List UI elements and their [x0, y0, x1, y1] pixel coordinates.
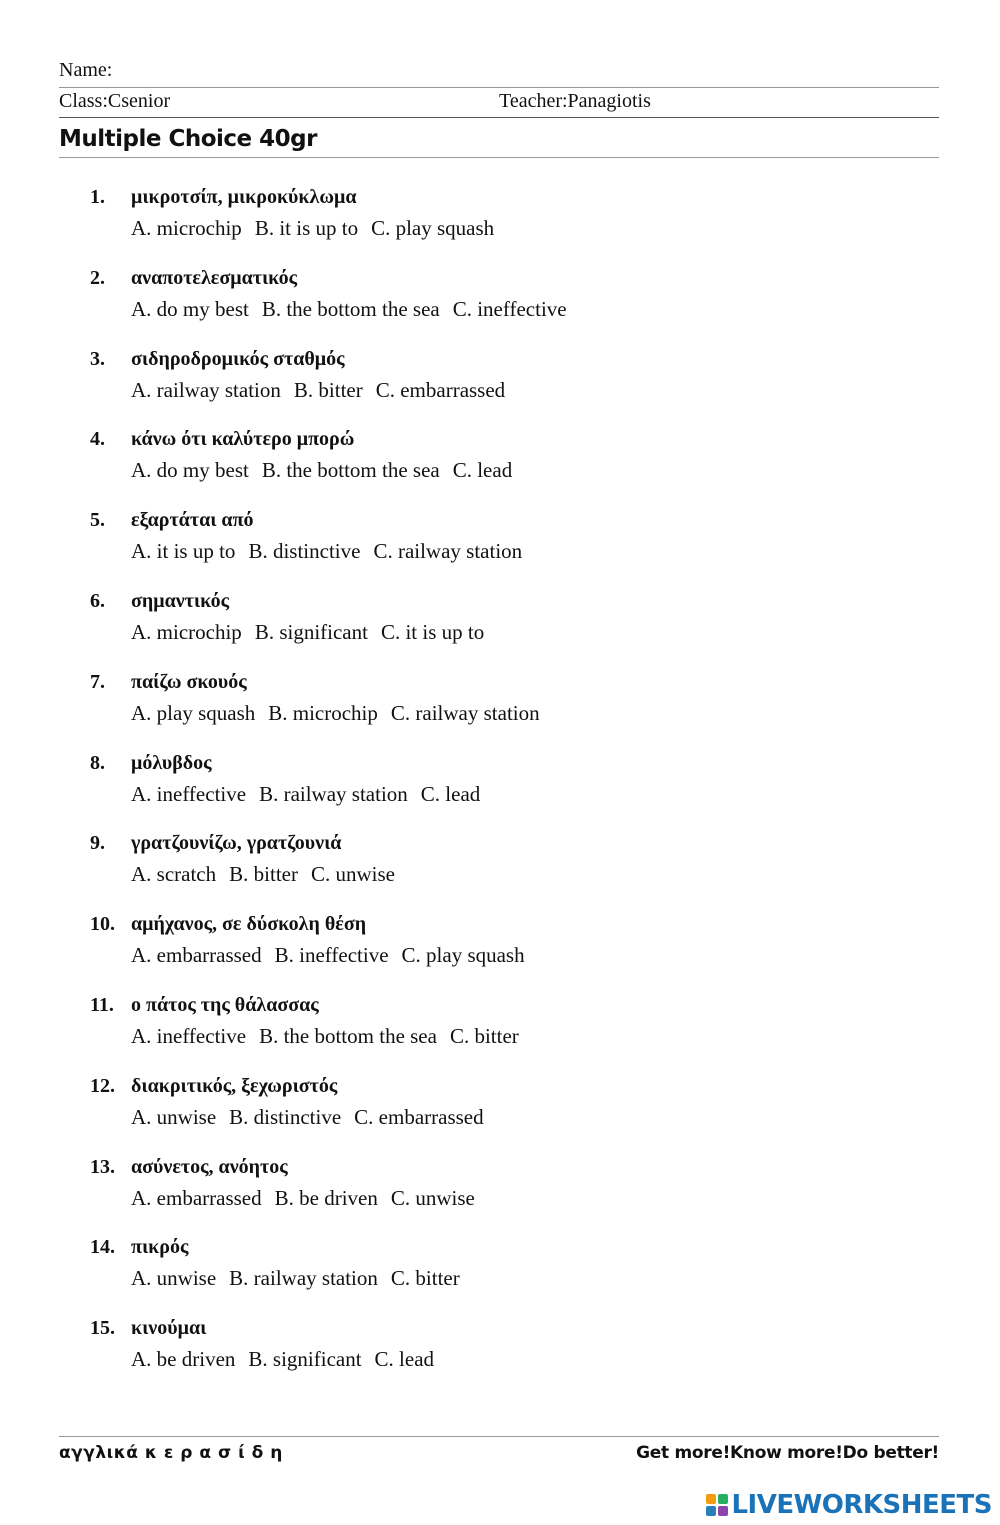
answer-options: [131, 1022, 532, 1050]
footer-divider: [59, 1436, 939, 1437]
answer-option[interactable]: A. be driven: [131, 1347, 236, 1372]
question-number: 1.: [90, 186, 105, 208]
logo-square: [706, 1506, 716, 1516]
question-text: κινούμαι: [131, 1317, 207, 1340]
liveworksheets-logo-icon: [706, 1494, 728, 1516]
question-text: πικρός: [131, 1236, 189, 1259]
question-item: [0, 1314, 1000, 1395]
answer-option[interactable]: C. lead: [374, 1347, 435, 1372]
answer-option[interactable]: A. do my best: [131, 296, 249, 321]
answer-option[interactable]: B. ineffective: [274, 943, 389, 968]
answer-option[interactable]: C. bitter: [449, 1023, 519, 1048]
answer-option[interactable]: B. railway station: [229, 1266, 378, 1291]
answer-option[interactable]: C. unwise: [390, 1185, 475, 1210]
question-number: 2.: [90, 266, 105, 289]
footer-author: αγγλικά κ ε ρ α σ ί δ η: [59, 1443, 283, 1463]
logo-square: [706, 1494, 716, 1504]
answer-option[interactable]: B. distinctive: [248, 539, 361, 564]
answer-options: [131, 941, 538, 969]
question-item: [0, 668, 1000, 749]
name-row: [59, 58, 939, 88]
answer-options: [131, 780, 493, 808]
question-item: [0, 1233, 1000, 1314]
answer-options: [131, 1345, 447, 1373]
question-number: 13.: [90, 1155, 115, 1178]
question-text: μικροτσίπ, μικροκύκλωμα: [131, 186, 357, 208]
answer-option[interactable]: B. the bottom the sea: [261, 458, 440, 483]
question-text: σιδηροδρομικός σταθμός: [131, 347, 345, 370]
worksheet-title: Multiple Choice 40gr: [59, 122, 939, 158]
question-number: 7.: [90, 670, 105, 693]
answer-options: [131, 376, 518, 404]
question-item: [0, 264, 1000, 345]
answer-option[interactable]: A. do my best: [131, 458, 249, 483]
answer-option[interactable]: B. it is up to: [254, 216, 359, 240]
question-number: 9.: [90, 832, 105, 855]
answer-option[interactable]: A. ineffective: [131, 781, 247, 806]
teacher-label: Teacher:Panagiotis: [499, 90, 651, 112]
question-text: διακριτικός, ξεχωριστός: [131, 1074, 338, 1097]
answer-option[interactable]: C. play squash: [401, 943, 525, 968]
answer-options: [131, 1184, 488, 1212]
question-number: 15.: [90, 1317, 115, 1340]
answer-option[interactable]: C. embarrassed: [375, 377, 506, 402]
answer-option[interactable]: C. bitter: [390, 1266, 460, 1291]
question-item: [0, 345, 1000, 426]
class-row: [59, 89, 939, 118]
question-item: [0, 910, 1000, 991]
answer-option[interactable]: B. be driven: [274, 1185, 378, 1210]
answer-option[interactable]: B. railway station: [259, 781, 408, 806]
answer-option[interactable]: A. embarrassed: [131, 943, 262, 968]
answer-option[interactable]: C. embarrassed: [354, 1104, 484, 1129]
question-number: 5.: [90, 509, 105, 532]
question-text: ο πάτος της θάλασσας: [131, 993, 319, 1016]
question-text: παίζω σκουός: [131, 670, 247, 693]
question-text: εξαρτάται από: [131, 509, 254, 532]
answer-options: [131, 456, 525, 484]
answer-option[interactable]: B. microchip: [268, 700, 378, 725]
answer-option[interactable]: B. significant: [254, 619, 368, 644]
question-text: σημαντικός: [131, 589, 230, 612]
name-label: Name:: [59, 59, 113, 81]
question-item: [0, 991, 1000, 1072]
logo-square: [718, 1494, 728, 1504]
question-number: 14.: [90, 1236, 115, 1259]
answer-option[interactable]: B. the bottom the sea: [261, 296, 440, 321]
answer-option[interactable]: A. it is up to: [131, 539, 236, 564]
liveworksheets-brand[interactable]: [706, 1490, 992, 1520]
answer-option[interactable]: B. the bottom the sea: [259, 1023, 437, 1048]
question-item: [0, 506, 1000, 587]
answer-option[interactable]: C. lead: [420, 781, 481, 806]
brand-name: LIVEWORKSHEETS: [731, 1490, 992, 1520]
answer-option[interactable]: A. unwise: [131, 1104, 217, 1129]
answer-option[interactable]: A. microchip: [131, 619, 242, 644]
answer-option[interactable]: C. it is up to: [380, 619, 485, 644]
answer-option[interactable]: B. bitter: [293, 377, 363, 402]
question-item: [0, 1153, 1000, 1234]
answer-option[interactable]: A. play squash: [131, 700, 256, 725]
answer-option[interactable]: C. ineffective: [452, 296, 567, 321]
answer-option[interactable]: C. lead: [452, 458, 513, 483]
answer-option[interactable]: B. distinctive: [229, 1104, 342, 1129]
question-number: 4.: [90, 428, 105, 451]
answer-option[interactable]: B. bitter: [229, 862, 298, 887]
answer-option[interactable]: C. play squash: [371, 216, 495, 240]
question-number: 3.: [90, 347, 105, 370]
question-item: [0, 183, 1000, 264]
answer-option[interactable]: A. railway station: [131, 377, 281, 402]
question-number: 11.: [90, 993, 114, 1016]
answer-option[interactable]: A. unwise: [131, 1266, 217, 1291]
answer-options: [131, 860, 408, 888]
answer-option[interactable]: B. significant: [248, 1347, 362, 1372]
answer-options: [131, 699, 553, 727]
question-text: μόλυβδος: [131, 751, 212, 774]
question-list: [0, 183, 1000, 1395]
answer-option[interactable]: A. embarrassed: [131, 1185, 262, 1210]
question-text: αμήχανος, σε δύσκολη θέση: [131, 913, 367, 936]
answer-option[interactable]: A. microchip: [131, 216, 242, 240]
answer-option[interactable]: C. railway station: [373, 539, 523, 564]
answer-option[interactable]: C. unwise: [310, 862, 395, 887]
footer-slogan: Get more!Know more!Do better!: [636, 1443, 939, 1463]
answer-options: [131, 295, 580, 323]
question-text: αναποτελεσματικός: [131, 266, 298, 289]
question-item: [0, 587, 1000, 668]
class-label: Class:Csenior: [59, 90, 171, 112]
answer-option[interactable]: A. ineffective: [131, 1023, 247, 1048]
question-text: ασύνετος, ανόητος: [131, 1155, 288, 1178]
question-item: [0, 749, 1000, 830]
question-number: 8.: [90, 751, 105, 774]
question-text: κάνω ότι καλύτερο μπορώ: [131, 428, 355, 451]
answer-options: [131, 1264, 473, 1292]
question-number: 10.: [90, 913, 115, 936]
answer-options: [131, 618, 497, 646]
answer-options: [131, 214, 507, 242]
question-item: [0, 1072, 1000, 1153]
question-item: [0, 425, 1000, 506]
answer-options: [131, 1103, 497, 1131]
answer-option[interactable]: C. railway station: [390, 700, 540, 725]
answer-options: [131, 537, 535, 565]
logo-square: [718, 1506, 728, 1516]
question-text: γρατζουνίζω, γρατζουνιά: [131, 832, 342, 855]
answer-option[interactable]: A. scratch: [131, 862, 217, 887]
question-number: 12.: [90, 1074, 115, 1097]
question-item: [0, 829, 1000, 910]
question-number: 6.: [90, 589, 105, 612]
